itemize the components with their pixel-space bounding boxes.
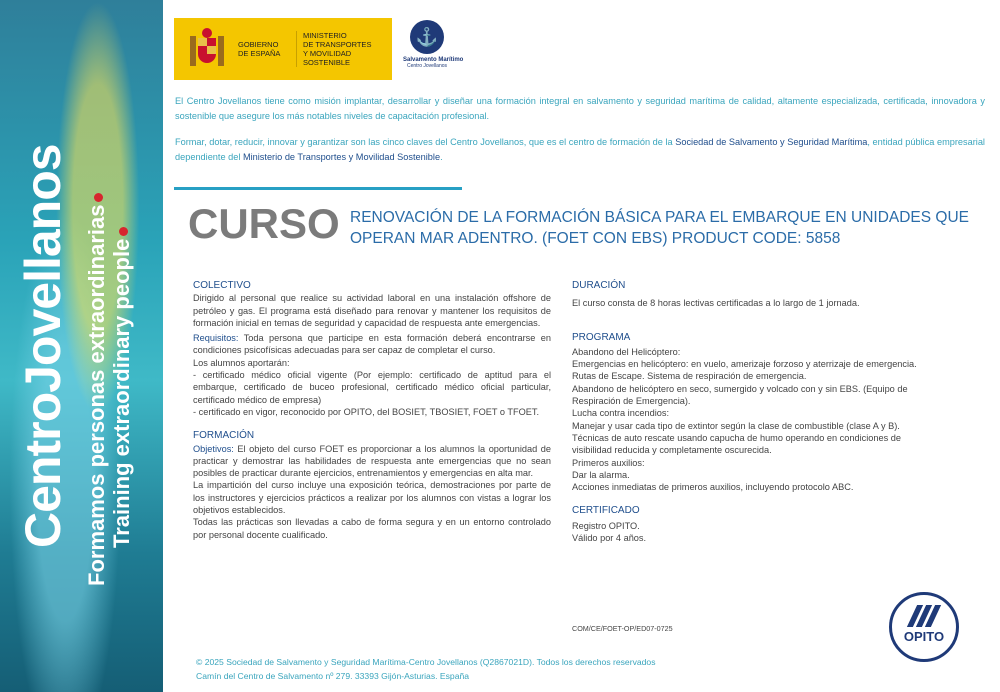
programa-item: Emergencias en helicóptero: en vuelo, amerizaje forzoso y aterrizaje de emergencia. Rutas de Escape. Sistema de respiración de emergencia.	[572, 359, 917, 382]
programa-item: Dar la alarma.	[572, 469, 630, 480]
certificado-text: Registro OPITO.	[572, 520, 640, 531]
programa-item: Primeros auxilios:	[572, 457, 645, 468]
brand-vertical: CentroJovellanos	[15, 144, 71, 548]
requisitos-text: Requisitos: Toda persona que participe en esta formación deberá encontrarse en condiciones psicofísicas adecuadas para ser capaz de completar el curso.	[193, 333, 551, 356]
red-dot-icon	[94, 193, 103, 202]
course-title: RENOVACIÓN DE LA FORMACIÓN BÁSICA PARA EL EMBARQUE EN UNIDADES QUE OPERAN MAR ADENTRO. (FOET CON EBS) PRODUCT CODE: 5858	[350, 209, 969, 247]
programa-item: Abandono de helicóptero en seco, sumergido y volcado con y sin EBS. (Equipo de Respiración de Emergencia).	[572, 383, 908, 407]
requirement-item: - certificado médico oficial vigente (Por ejemplo: certificado de aptitud para el embarque, certificado de buceo profesional, certificado médico oficial particular, certificado médico de empresa)	[193, 370, 551, 405]
intro-keys: Formar, dotar, reducir, innovar y garantizar son las cinco claves del Centro Jovellanos, que es el centro de formación de la Sociedad de Salvamento y Seguridad Marítima, entidad pública empresarial dependiente del Ministerio de Transportes y Movilidad Sostenible.	[175, 137, 985, 162]
section-divider	[174, 187, 462, 190]
salvamento-logo	[403, 20, 464, 69]
practicas-text: Todas las prácticas son llevadas a cabo de forma segura y en un entorno controlado por personal docente cualificado.	[193, 517, 551, 540]
salvamento-sub: Centro Jovellanos	[406, 63, 448, 69]
salvamento-name: Salvamento Marítimo	[403, 57, 464, 63]
left-column	[193, 280, 551, 541]
duracion-heading: DURACIÓN	[572, 280, 626, 291]
programa-item: Abandono del Helicóptero:	[572, 346, 681, 357]
document-code: COM/CE/FOET-OP/ED07-0725	[572, 624, 673, 633]
right-column	[572, 280, 932, 544]
programa-item: Lucha contra incendios:	[572, 408, 670, 419]
programa-item: Técnicas de auto rescate usando capucha de humo operando en condiciones de visibilidad reducida y completamente oscurecida.	[572, 432, 901, 456]
opito-logo: OPITO	[889, 592, 959, 662]
gobierno-text: GOBIERNO DE ESPAÑA	[238, 40, 281, 58]
gobierno-logo	[174, 18, 392, 80]
colectivo-heading: COLECTIVO	[193, 280, 251, 291]
imparticion-text: La impartición del curso incluye una exposición teórica, demostraciones por parte de los instructores y ejercicios prácticos a realizar por los alumnos con vistas a lograr los objetivos establecidos.	[193, 480, 551, 516]
tagline-en: Training extraordinary people	[109, 227, 135, 548]
footer-address: Camín del Centro de Salvamento nº 279. 33393 Gijón-Asturias. España	[196, 671, 470, 681]
intro-mission: El Centro Jovellanos tiene como misión implantar, desarrollar y diseñar una formación integral en salvamento y seguridad marítima de calidad, altamente especializada, certificada, innovadora y sostenible que asegure los más notables niveles de capacitación profesional.	[175, 96, 985, 121]
duracion-text: El curso consta de 8 horas lectivas certificadas a lo largo de 1 jornada.	[572, 298, 860, 309]
opito-stripes-icon	[906, 605, 942, 627]
course-label: CURSO	[188, 200, 340, 247]
objetivos-text: Objetivos: El objeto del curso FOET es proporcionar a los alumnos la oportunidad de practicar y demostrar las habilidades de respuesta ante emergencias que no sean posibles de practicar durante ejercicios, entrenamientos y emergencias en alta mar.	[193, 443, 551, 479]
formacion-heading: FORMACIÓN	[193, 430, 255, 442]
red-dot-icon	[119, 227, 128, 236]
certificado-validity: Válido por 4 años.	[572, 533, 647, 544]
requirement-item: - certificado en vigor, reconocido por OPITO, del BOSIET, TBOSIET, FOET o TFOET.	[193, 406, 540, 417]
side-photo-banner	[0, 0, 163, 692]
programa-item: Acciones inmediatas de primeros auxilios, incluyendo protocolo ABC.	[572, 482, 854, 493]
certificado-heading: CERTIFICADO	[572, 505, 640, 517]
colectivo-text: Dirigido al personal que realice su actividad laboral en una instalación offshore de petróleo y gas. El programa está diseñado para renovar y mantener los requisitos de formación inicial en temas de seguridad y capacidad de respuesta ante emergencias.	[193, 293, 551, 328]
footer-copyright: © 2025 Sociedad de Salvamento y Seguridad Marítima-Centro Jovellanos (Q2867021D). Todos los derechos reservados	[196, 657, 656, 667]
anchor-emblem-icon: ⚓	[410, 20, 444, 54]
ministerio-text: MINISTERIO DE TRANSPORTES Y MOVILIDAD SOSTENIBLE	[296, 31, 392, 67]
programa-heading: PROGRAMA	[572, 331, 631, 343]
programa-item: Manejar y usar cada tipo de extintor según la clase de combustible (clase A y B).	[572, 420, 900, 431]
tagline-es: Formamos personas extraordinarias	[84, 193, 110, 586]
aportaran-text: Los alumnos aportarán:	[193, 357, 290, 368]
coat-of-arms-icon	[184, 26, 230, 72]
